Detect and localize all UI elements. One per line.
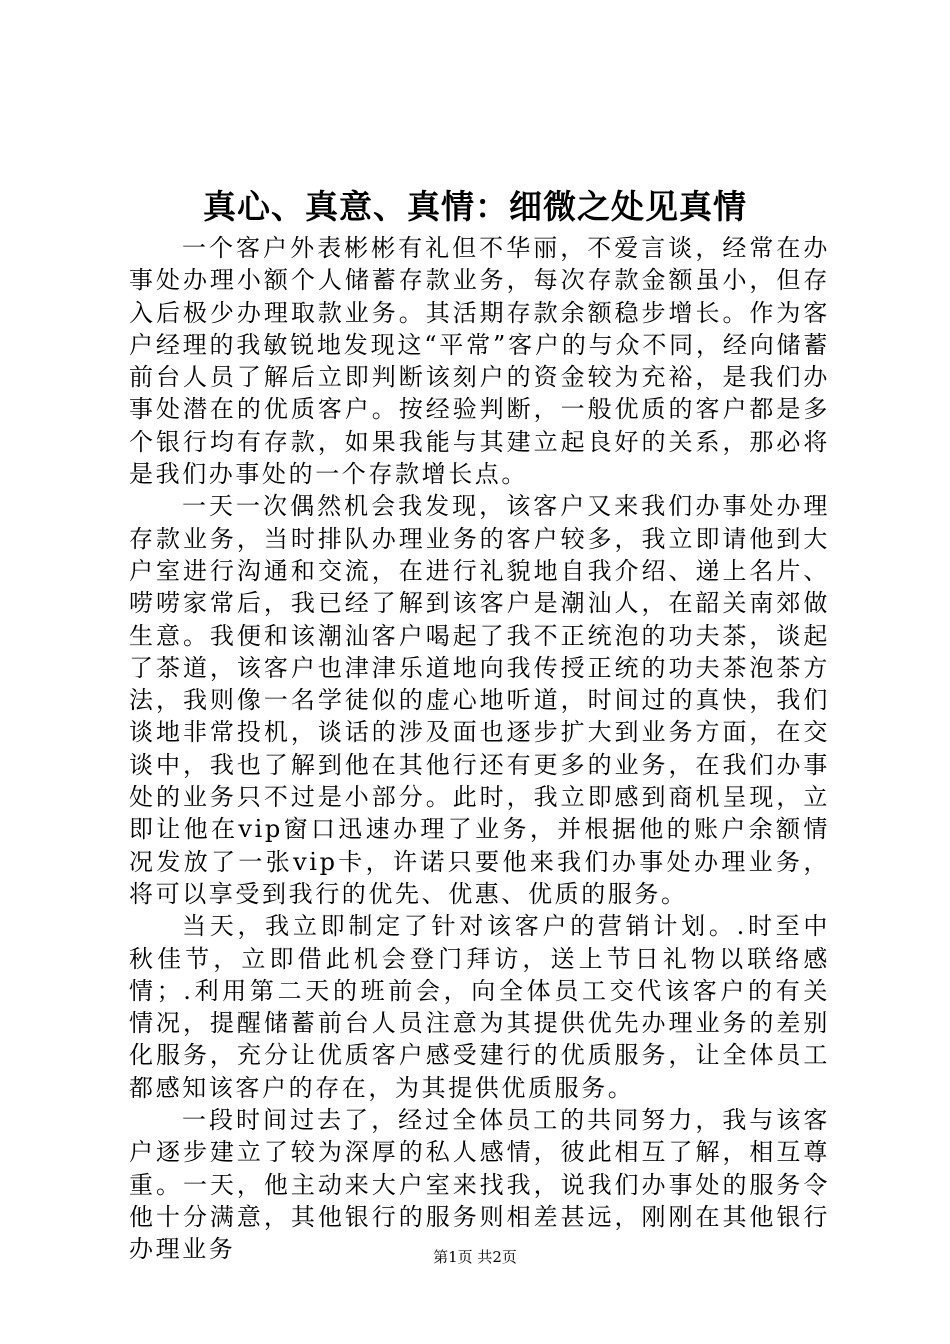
paragraph: 一个客户外表彬彬有礼但不华丽，不爱言谈，经常在办事处办理小额个人储蓄存款业务，每次存款金额虽小，但存入后极少办理取款业务。其活期存款余额稳步增长。作为客户经理的我敏锐地发现这“平常”客户的与众不同，经向储蓄前台人员了解后立即判断该刻户的资金较为充裕，是我们办事处潜在的优质客户。按经验判断，一般优质的客户都是多个银行均有存款，如果我能与其建立起良好的关系，那必将是我们办事处的一个存款增长点。 [129,234,830,489]
page-number-footer: 第1页 共2页 [433,1248,517,1266]
document-body [129,232,830,1266]
paragraph: 当天，我立即制定了针对该客户的营销计划。.时至中秋佳节，立即借此机会登门拜访，送上节日礼物以联络感情；.利用第二天的班前会，向全体员工交代该客户的有关情况，提醒储蓄前台人员注意为其提供优先办理业务的差别化服务，充分让优质客户感受建行的优质服务，让全体员工都感知该客户的存在，为其提供优质服务。 [129,912,830,1102]
paragraph: 一天一次偶然机会我发现，该客户又来我们办事处办理存款业务，当时排队办理业务的客户较多，我立即请他到大户室进行沟通和交流，在进行礼貌地自我介绍、递上名片、唠唠家常后，我已经了解到该客户是潮汕人，在韶关南郊做生意。我便和该潮汕客户喝起了我不正统泡的功夫茶，谈起了茶道，该客户也津津乐道地向我传授正统的功夫茶泡茶方法，我则像一名学徒似的虚心地听道，时间过的真快，我们谈地非常投机，谈话的涉及面也逐步扩大到业务方面，在交谈中，我也了解到他在其他行还有更多的业务，在我们办事处的业务只不过是小部分。此时，我立即感到商机呈现，立即让他在vip窗口迅速办理了业务，并根据他的账户余额情况发放了一张vip卡，许诺只要他来我们办事处办理业务，将可以享受到我行的优先、优惠、优质的服务。 [129,492,830,908]
paragraph: 一段时间过去了，经过全体员工的共同努力，我与该客户逐步建立了较为深厚的私人感情，彼此相互了解，相互尊重。一天，他主动来大户室来找我，说我们办事处的服务令他十分满意，其他银行的服务则相差甚远，刚刚在其他银行办理业务 [129,1106,830,1264]
document-title: 真心、真意、真情：细微之处见真情 [203,187,747,226]
